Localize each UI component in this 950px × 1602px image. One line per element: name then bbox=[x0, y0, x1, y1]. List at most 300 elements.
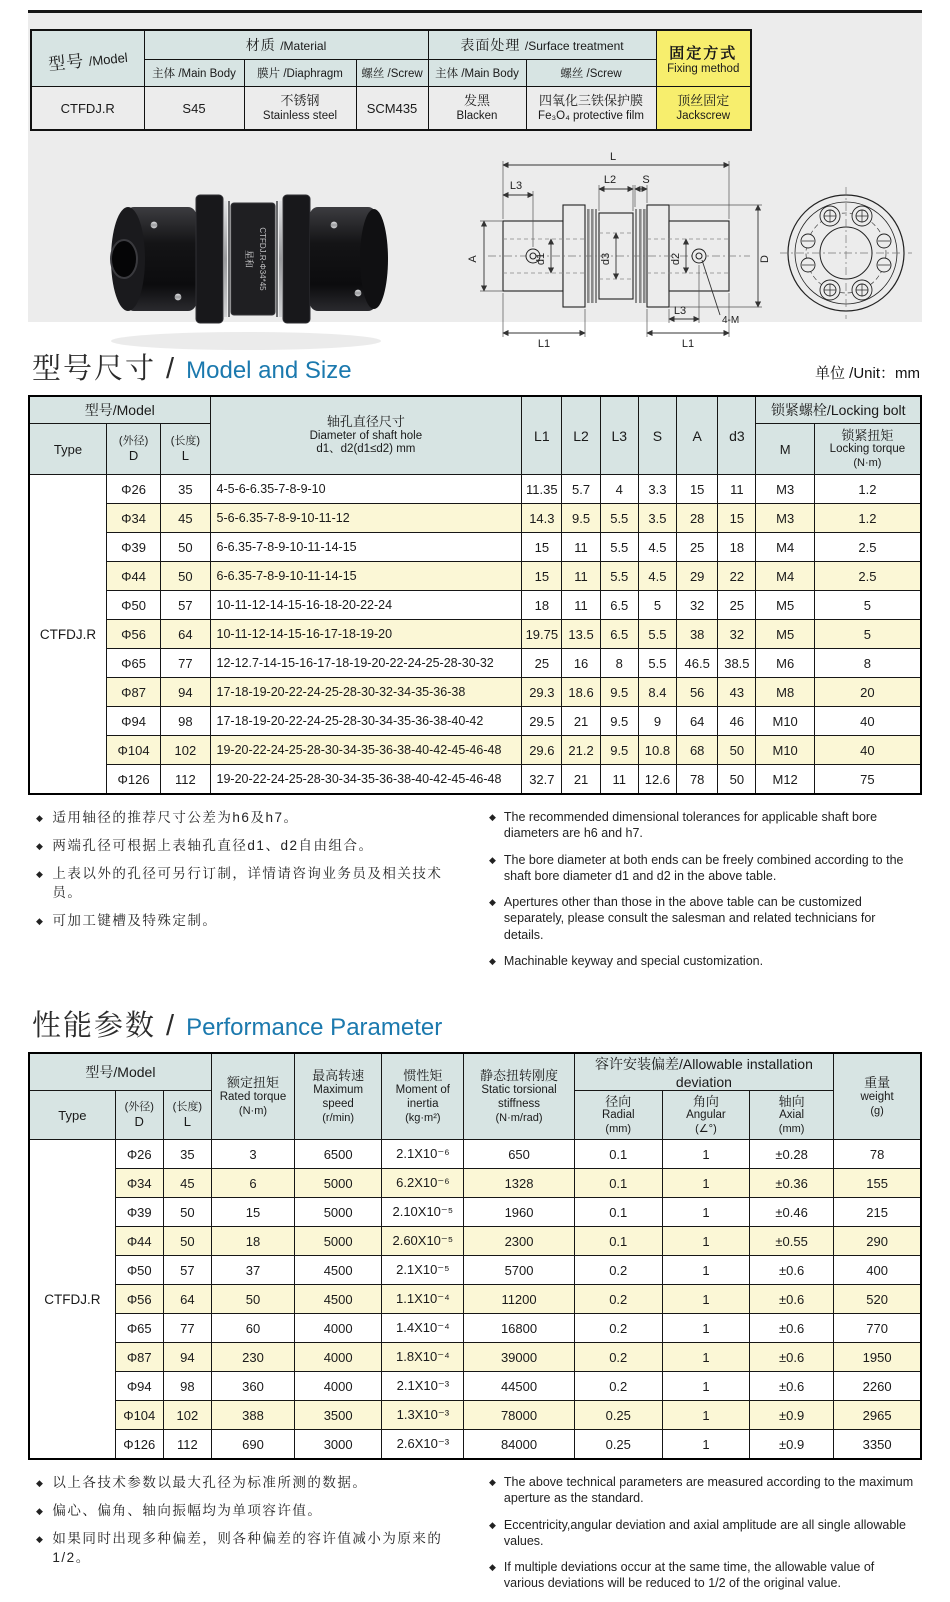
dim-label-L3-bottom: L3 bbox=[673, 305, 687, 317]
cell-torque: 18 bbox=[211, 1227, 294, 1256]
cell-d3: 15 bbox=[718, 504, 756, 533]
cell-holes: 5-6-6.35-7-8-9-10-11-12 bbox=[210, 504, 522, 533]
col-header-L1: L1 bbox=[522, 396, 562, 475]
cell-stiffness: 1328 bbox=[464, 1169, 574, 1198]
cell-inertia: 2.1X10⁻⁶ bbox=[382, 1140, 464, 1169]
cell-torque: 360 bbox=[211, 1372, 294, 1401]
cell-d3: 46 bbox=[718, 707, 756, 736]
sub-header-screw: 螺丝 /Screw bbox=[356, 60, 428, 87]
cell-a: 28 bbox=[677, 504, 718, 533]
dim-label-L: L bbox=[609, 151, 617, 163]
cell-d: Φ34 bbox=[106, 504, 160, 533]
cell-stiffness: 78000 bbox=[464, 1401, 574, 1430]
cell-s: 5 bbox=[638, 591, 676, 620]
cell-weight: 2965 bbox=[834, 1401, 921, 1430]
cell-l2: 21 bbox=[562, 765, 600, 795]
cell-l: 50 bbox=[163, 1227, 211, 1256]
sub-header-main-body: 主体 /Main Body bbox=[144, 60, 244, 87]
cell-l: 45 bbox=[161, 504, 210, 533]
bullet-icon: ◆ bbox=[489, 955, 496, 966]
cell-l2: 11 bbox=[562, 591, 600, 620]
datasheet-page bbox=[28, 0, 922, 1602]
cell-d: Φ65 bbox=[106, 649, 160, 678]
cell-speed: 4000 bbox=[295, 1343, 382, 1372]
note-item bbox=[36, 865, 463, 901]
table-row bbox=[29, 591, 921, 620]
bullet-icon: ◆ bbox=[36, 915, 45, 926]
cell-inertia: 6.2X10⁻⁶ bbox=[382, 1169, 464, 1198]
main-body-material: S45 bbox=[144, 87, 244, 131]
note-item bbox=[489, 809, 916, 842]
col-header-stiffness: 静态扭转刚度 Static torsional stiffness (N·m/rad) bbox=[464, 1053, 574, 1140]
cell-m: M12 bbox=[756, 765, 814, 795]
cell-holes: 10-11-12-14-15-16-18-20-22-24 bbox=[210, 591, 522, 620]
cell-radial: 0.1 bbox=[574, 1140, 662, 1169]
technical-drawing bbox=[458, 141, 922, 363]
cell-torque: 388 bbox=[211, 1401, 294, 1430]
cell-l: 57 bbox=[163, 1256, 211, 1285]
cell-torque: 1.2 bbox=[814, 475, 921, 504]
cell-a: 32 bbox=[677, 591, 718, 620]
cell-speed: 5000 bbox=[295, 1227, 382, 1256]
table-row bbox=[29, 736, 921, 765]
cell-d3: 32 bbox=[718, 620, 756, 649]
col-header-S: S bbox=[638, 396, 676, 475]
note-text: 以上各技术参数以最大孔径为标准所测的数据。 bbox=[52, 1475, 368, 1490]
cell-radial: 0.2 bbox=[574, 1343, 662, 1372]
col-header-inertia: 惯性矩 Moment of inertia (kg·m²) bbox=[382, 1053, 464, 1140]
table-row bbox=[29, 1430, 921, 1460]
cell-d: Φ50 bbox=[115, 1256, 163, 1285]
cell-holes: 17-18-19-20-22-24-25-28-30-32-34-35-36-38 bbox=[210, 678, 522, 707]
cell-a: 56 bbox=[677, 678, 718, 707]
size-notes-zh bbox=[36, 809, 463, 979]
col-header-M: M bbox=[756, 424, 814, 475]
cell-m: M5 bbox=[756, 620, 814, 649]
cell-torque: 5 bbox=[814, 591, 921, 620]
cell-speed: 4500 bbox=[295, 1285, 382, 1314]
cell-m: M4 bbox=[756, 533, 814, 562]
cell-d: Φ39 bbox=[106, 533, 160, 562]
bullet-icon: ◆ bbox=[36, 813, 45, 823]
fixing-method-header: 固定方式 Fixing method bbox=[656, 30, 751, 87]
cell-d3: 22 bbox=[718, 562, 756, 591]
cell-stiffness: 650 bbox=[464, 1140, 574, 1169]
cell-radial: 0.25 bbox=[574, 1430, 662, 1460]
cell-weight: 155 bbox=[834, 1169, 921, 1198]
cell-d3: 43 bbox=[718, 678, 756, 707]
cell-inertia: 1.4X10⁻⁴ bbox=[382, 1314, 464, 1343]
table-row bbox=[29, 707, 921, 736]
table-row bbox=[29, 1343, 921, 1372]
col-header-D: (外径) D bbox=[106, 424, 160, 475]
cell-radial: 0.25 bbox=[574, 1401, 662, 1430]
col-header-locking-torque: 锁紧扭矩 Locking torque (N·m) bbox=[814, 424, 921, 475]
cell-l3: 4 bbox=[600, 475, 638, 504]
note-text: The recommended dimensional tolerances for applicable shaft bore diameters are h6 and h7. bbox=[503, 810, 878, 841]
cell-d: Φ56 bbox=[106, 620, 160, 649]
model-type-cell: CTFDJ.R bbox=[29, 1140, 115, 1460]
perf-section-title bbox=[32, 1003, 920, 1044]
perf-title-zh: 性能参数 / bbox=[32, 1010, 177, 1042]
cell-d3: 50 bbox=[718, 736, 756, 765]
cell-angular: 1 bbox=[662, 1227, 749, 1256]
table-row bbox=[29, 504, 921, 533]
cell-inertia: 1.1X10⁻⁴ bbox=[382, 1285, 464, 1314]
cell-speed: 3000 bbox=[295, 1430, 382, 1460]
cell-angular: 1 bbox=[662, 1285, 749, 1314]
note-item bbox=[489, 953, 916, 969]
surface-screw-value: 四氧化三铁保护膜 Fe₃O₄ protective film bbox=[526, 87, 656, 131]
cell-holes: 6-6.35-7-8-9-10-11-14-15 bbox=[210, 562, 522, 591]
note-text: Apertures other than those in the above table can be customized separately, please consult the salesman and related technicians for details. bbox=[503, 895, 876, 942]
col-header-weight: 重量 weight (g) bbox=[834, 1053, 921, 1140]
cell-axial: ±0.6 bbox=[750, 1343, 834, 1372]
perf-title-en: Performance Parameter bbox=[186, 1014, 443, 1041]
perf-notes-en bbox=[489, 1474, 916, 1602]
cell-torque: 50 bbox=[211, 1285, 294, 1314]
cell-holes: 19-20-22-24-25-28-30-34-35-36-38-40-42-45-46-48 bbox=[210, 765, 522, 795]
cell-l: 98 bbox=[161, 707, 210, 736]
cell-l1: 11.35 bbox=[522, 475, 562, 504]
cell-s: 5.5 bbox=[638, 620, 676, 649]
dim-label-S: S bbox=[642, 174, 650, 186]
cell-speed: 3500 bbox=[295, 1401, 382, 1430]
note-text: The above technical parameters are measured according to the maximum aperture as the standard. bbox=[503, 1475, 914, 1506]
note-item bbox=[36, 912, 463, 930]
col-header-type: Type bbox=[29, 1091, 115, 1140]
cell-l1: 15 bbox=[522, 562, 562, 591]
model-header-cell bbox=[31, 30, 144, 87]
cell-d: Φ26 bbox=[106, 475, 160, 504]
cell-s: 9 bbox=[638, 707, 676, 736]
perf-model-group-header: 型号/Model bbox=[29, 1053, 211, 1091]
note-text: The bore diameter at both ends can be freely combined according to the shaft bore diameter d1 and d2 in the above table. bbox=[503, 852, 904, 883]
model-header-en: /Model bbox=[87, 49, 129, 69]
cell-axial: ±0.6 bbox=[750, 1314, 834, 1343]
cell-d: Φ56 bbox=[115, 1285, 163, 1314]
material-spec-table bbox=[30, 29, 752, 131]
note-item bbox=[489, 1517, 916, 1550]
cell-l2: 21.2 bbox=[562, 736, 600, 765]
cell-d: Φ44 bbox=[106, 562, 160, 591]
bullet-icon: ◆ bbox=[36, 1506, 45, 1517]
cell-angular: 1 bbox=[662, 1343, 749, 1372]
cell-a: 29 bbox=[677, 562, 718, 591]
size-table bbox=[28, 395, 922, 795]
bullet-icon: ◆ bbox=[36, 869, 45, 880]
cell-speed: 5000 bbox=[295, 1198, 382, 1227]
cell-torque: 40 bbox=[814, 707, 921, 736]
cell-d: Φ94 bbox=[106, 707, 160, 736]
cell-weight: 78 bbox=[834, 1140, 921, 1169]
cell-torque: 1.2 bbox=[814, 504, 921, 533]
sub-header-surface-screw: 螺丝 /Screw bbox=[526, 60, 656, 87]
size-notes bbox=[36, 809, 916, 979]
cell-l3: 5.5 bbox=[600, 562, 638, 591]
dim-label-d1: d1 bbox=[535, 252, 547, 266]
perf-notes bbox=[36, 1474, 916, 1602]
cell-axial: ±0.6 bbox=[750, 1285, 834, 1314]
cell-l2: 21 bbox=[562, 707, 600, 736]
performance-table bbox=[28, 1052, 922, 1460]
cell-l1: 14.3 bbox=[522, 504, 562, 533]
deviation-group-header: 容许安装偏差/Allowable installation deviation bbox=[574, 1053, 834, 1091]
cell-radial: 0.1 bbox=[574, 1198, 662, 1227]
photo-model-label: CTFDJ.R-Φ34*45 bbox=[258, 227, 267, 291]
note-text: 两端孔径可根据上表轴孔直径d1、d2自由组合。 bbox=[52, 838, 374, 854]
cell-m: M4 bbox=[756, 562, 814, 591]
cell-speed: 4000 bbox=[295, 1372, 382, 1401]
cell-l2: 18.6 bbox=[562, 678, 600, 707]
cell-d: Φ50 bbox=[106, 591, 160, 620]
cell-l2: 13.5 bbox=[562, 620, 600, 649]
cell-radial: 0.2 bbox=[574, 1314, 662, 1343]
dim-label-L1-left: L1 bbox=[537, 338, 551, 350]
dim-label-L1-right: L1 bbox=[681, 338, 695, 350]
cell-angular: 1 bbox=[662, 1401, 749, 1430]
col-header-L: (长度) L bbox=[161, 424, 210, 475]
cell-s: 5.5 bbox=[638, 649, 676, 678]
note-item bbox=[489, 852, 916, 885]
cell-l3: 5.5 bbox=[600, 504, 638, 533]
cell-angular: 1 bbox=[662, 1430, 749, 1460]
cell-torque: 690 bbox=[211, 1430, 294, 1460]
cell-d: Φ104 bbox=[106, 736, 160, 765]
cell-holes: 4-5-6-6.35-7-8-9-10 bbox=[210, 475, 522, 504]
cell-l: 50 bbox=[163, 1198, 211, 1227]
cell-l1: 18 bbox=[522, 591, 562, 620]
note-item bbox=[36, 1530, 463, 1566]
cell-d3: 25 bbox=[718, 591, 756, 620]
cell-d3: 38.5 bbox=[718, 649, 756, 678]
cell-angular: 1 bbox=[662, 1169, 749, 1198]
col-header-L2: L2 bbox=[562, 396, 600, 475]
cell-d: Φ26 bbox=[115, 1140, 163, 1169]
model-header-zh: 型号 bbox=[47, 51, 86, 75]
cell-holes: 19-20-22-24-25-28-30-34-35-36-38-40-42-45-46-48 bbox=[210, 736, 522, 765]
table-row bbox=[29, 1227, 921, 1256]
col-header-A: A bbox=[677, 396, 718, 475]
cell-torque: 3 bbox=[211, 1140, 294, 1169]
cell-l3: 8 bbox=[600, 649, 638, 678]
cell-weight: 770 bbox=[834, 1314, 921, 1343]
col-header-type: Type bbox=[29, 424, 106, 475]
cell-weight: 215 bbox=[834, 1198, 921, 1227]
col-header-d3: d3 bbox=[718, 396, 756, 475]
bullet-icon: ◆ bbox=[489, 854, 496, 865]
cell-m: M6 bbox=[756, 649, 814, 678]
cell-m: M3 bbox=[756, 504, 814, 533]
cell-m: M3 bbox=[756, 475, 814, 504]
cell-l: 50 bbox=[161, 562, 210, 591]
col-header-L: (长度) L bbox=[163, 1091, 211, 1140]
cell-l: 57 bbox=[161, 591, 210, 620]
cell-l3: 5.5 bbox=[600, 533, 638, 562]
col-header-radial: 径向 Radial (mm) bbox=[574, 1091, 662, 1140]
table-row bbox=[29, 1314, 921, 1343]
cell-inertia: 2.1X10⁻⁵ bbox=[382, 1256, 464, 1285]
cell-l: 64 bbox=[163, 1285, 211, 1314]
coupling-photo-illustration bbox=[28, 141, 458, 363]
model-value: CTFDJ.R bbox=[31, 87, 144, 131]
cell-s: 3.5 bbox=[638, 504, 676, 533]
dim-label-L3-top: L3 bbox=[509, 180, 523, 192]
cell-holes: 17-18-19-20-22-24-25-28-30-34-35-36-38-40-42 bbox=[210, 707, 522, 736]
cell-l2: 9.5 bbox=[562, 504, 600, 533]
note-item bbox=[36, 1474, 463, 1492]
cell-l: 102 bbox=[163, 1401, 211, 1430]
table-row bbox=[29, 1372, 921, 1401]
cell-angular: 1 bbox=[662, 1372, 749, 1401]
sub-header-diaphragm: 膜片 /Diaphragm bbox=[244, 60, 356, 87]
cell-a: 64 bbox=[677, 707, 718, 736]
cell-speed: 6500 bbox=[295, 1140, 382, 1169]
dim-label-A: A bbox=[467, 255, 479, 263]
table-row bbox=[29, 1169, 921, 1198]
bullet-icon: ◆ bbox=[489, 897, 496, 907]
cell-l: 50 bbox=[161, 533, 210, 562]
size-title-zh: 型号尺寸 / bbox=[32, 353, 177, 385]
cell-l1: 15 bbox=[522, 533, 562, 562]
shaft-hole-header: 轴孔直径尺寸 Diameter of shaft hole d1、d2(d1≤d2) mm bbox=[210, 396, 522, 475]
cell-s: 4.5 bbox=[638, 562, 676, 591]
cell-stiffness: 11200 bbox=[464, 1285, 574, 1314]
bullet-icon: ◆ bbox=[489, 812, 496, 822]
note-text: Machinable keyway and special customization. bbox=[503, 953, 764, 968]
cell-l: 98 bbox=[163, 1372, 211, 1401]
cell-torque: 40 bbox=[814, 736, 921, 765]
dim-label-L2: L2 bbox=[603, 174, 617, 186]
cell-l: 112 bbox=[161, 765, 210, 795]
table-row bbox=[29, 1401, 921, 1430]
cell-axial: ±0.46 bbox=[750, 1198, 834, 1227]
cell-l1: 29.6 bbox=[522, 736, 562, 765]
cell-axial: ±0.9 bbox=[750, 1401, 834, 1430]
table-row bbox=[29, 1285, 921, 1314]
cell-l: 35 bbox=[161, 475, 210, 504]
cell-torque: 2.5 bbox=[814, 533, 921, 562]
dim-label-D: D bbox=[759, 255, 771, 263]
col-header-D: (外径) D bbox=[115, 1091, 163, 1140]
cell-axial: ±0.9 bbox=[750, 1430, 834, 1460]
cell-torque: 60 bbox=[211, 1314, 294, 1343]
cell-stiffness: 16800 bbox=[464, 1314, 574, 1343]
table-row bbox=[29, 678, 921, 707]
header-block bbox=[28, 10, 922, 350]
note-item bbox=[489, 1474, 916, 1507]
note-text: 适用轴径的推荐尺寸公差为h6及h7。 bbox=[52, 810, 299, 825]
cell-radial: 0.1 bbox=[574, 1169, 662, 1198]
cell-stiffness: 84000 bbox=[464, 1430, 574, 1460]
cell-l1: 29.3 bbox=[522, 678, 562, 707]
cell-inertia: 2.10X10⁻⁵ bbox=[382, 1198, 464, 1227]
dimension-drawing bbox=[458, 141, 914, 363]
cell-l1: 29.5 bbox=[522, 707, 562, 736]
cell-angular: 1 bbox=[662, 1314, 749, 1343]
cell-l3: 9.5 bbox=[600, 736, 638, 765]
cell-speed: 4000 bbox=[295, 1314, 382, 1343]
cell-l: 64 bbox=[161, 620, 210, 649]
size-model-group-header: 型号/Model bbox=[29, 396, 210, 424]
locking-bolt-group-header: 锁紧螺栓/Locking bolt bbox=[756, 396, 921, 424]
cell-axial: ±0.36 bbox=[750, 1169, 834, 1198]
cell-d3: 11 bbox=[718, 475, 756, 504]
cell-radial: 0.2 bbox=[574, 1256, 662, 1285]
cell-inertia: 1.8X10⁻⁴ bbox=[382, 1343, 464, 1372]
cell-radial: 0.2 bbox=[574, 1285, 662, 1314]
cell-torque: 37 bbox=[211, 1256, 294, 1285]
cell-a: 38 bbox=[677, 620, 718, 649]
cell-s: 4.5 bbox=[638, 533, 676, 562]
cell-l2: 11 bbox=[562, 562, 600, 591]
cell-torque: 6 bbox=[211, 1169, 294, 1198]
cell-l3: 9.5 bbox=[600, 678, 638, 707]
cell-torque: 75 bbox=[814, 765, 921, 795]
cell-holes: 12-12.7-14-15-16-17-18-19-20-22-24-25-28-30-32 bbox=[210, 649, 522, 678]
cell-a: 78 bbox=[677, 765, 718, 795]
cell-axial: ±0.6 bbox=[750, 1372, 834, 1401]
cell-d: Φ126 bbox=[106, 765, 160, 795]
dim-label-4M: 4-M bbox=[722, 315, 740, 326]
cell-radial: 0.2 bbox=[574, 1372, 662, 1401]
cell-weight: 400 bbox=[834, 1256, 921, 1285]
cell-angular: 1 bbox=[662, 1198, 749, 1227]
bullet-icon: ◆ bbox=[489, 1519, 496, 1530]
cell-l: 77 bbox=[163, 1314, 211, 1343]
cell-d: Φ87 bbox=[115, 1343, 163, 1372]
note-text: 可加工键槽及特殊定制。 bbox=[52, 912, 218, 928]
note-text: If multiple deviations occur at the same time, the allowable value of various deviations will be reduced to 1/2 of the original value. bbox=[503, 1560, 875, 1591]
table-row bbox=[29, 1198, 921, 1227]
table-row bbox=[29, 1256, 921, 1285]
cell-holes: 6-6.35-7-8-9-10-11-14-15 bbox=[210, 533, 522, 562]
material-group-header: 材质 /Material bbox=[144, 30, 428, 60]
perf-notes-zh bbox=[36, 1474, 463, 1602]
cell-d: Φ126 bbox=[115, 1430, 163, 1460]
cell-d: Φ87 bbox=[106, 678, 160, 707]
cell-l1: 32.7 bbox=[522, 765, 562, 795]
cell-speed: 5000 bbox=[295, 1169, 382, 1198]
cell-weight: 1950 bbox=[834, 1343, 921, 1372]
surface-main-value: 发黑 Blacken bbox=[428, 87, 526, 131]
cell-l2: 11 bbox=[562, 533, 600, 562]
cell-d: Φ65 bbox=[115, 1314, 163, 1343]
note-text: 如果同时出现多种偏差，则各种偏差的容许值减小为原来的1/2。 bbox=[52, 1531, 443, 1565]
cell-inertia: 2.60X10⁻⁵ bbox=[382, 1227, 464, 1256]
table-row bbox=[29, 562, 921, 591]
cell-torque: 8 bbox=[814, 649, 921, 678]
cell-m: M8 bbox=[756, 678, 814, 707]
note-text: 偏心、偏角、轴向振幅均为单项容许值。 bbox=[52, 1503, 323, 1519]
cell-s: 3.3 bbox=[638, 475, 676, 504]
col-header-L3: L3 bbox=[600, 396, 638, 475]
note-text: 上表以外的孔径可另行订制，详情请咨询业务员及相关技术员。 bbox=[52, 866, 443, 900]
size-title-en: Model and Size bbox=[186, 357, 352, 384]
cell-axial: ±0.55 bbox=[750, 1227, 834, 1256]
cell-holes: 10-11-12-14-15-16-17-18-19-20 bbox=[210, 620, 522, 649]
cell-l3: 11 bbox=[600, 765, 638, 795]
cell-axial: ±0.6 bbox=[750, 1256, 834, 1285]
cell-l: 77 bbox=[161, 649, 210, 678]
product-photo bbox=[28, 141, 458, 363]
cell-radial: 0.1 bbox=[574, 1227, 662, 1256]
col-header-angular: 角向 Angular (∠°) bbox=[662, 1091, 749, 1140]
dim-label-d3: d3 bbox=[600, 252, 612, 266]
cell-l: 102 bbox=[161, 736, 210, 765]
cell-stiffness: 44500 bbox=[464, 1372, 574, 1401]
table-row bbox=[29, 533, 921, 562]
